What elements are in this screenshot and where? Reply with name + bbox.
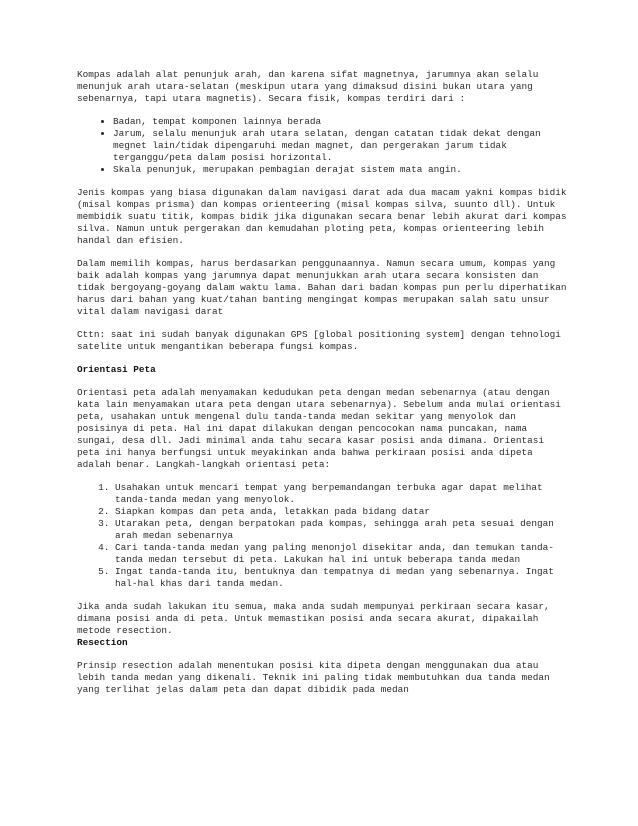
document-page <box>77 69 567 707</box>
orientation-paragraph: Orientasi peta adalah menyamakan kedudukan peta dengan medan sebenarnya (atau dengan kata lain menyamakan utara peta dengan utara sebenarnya). Sebelum anda mulai orientasi peta, usahakan untuk mengenal dulu tanda-tanda medan sekitar yang menyolok dan posisinya di peta. Hal ini dapat dilakukan dengan pencocokan nama puncakan, nama sungai, desa dll. Jadi minimal anda tahu secara kasar posisi anda dimana. Orientasi peta ini hanya berfungsi untuk meyakinkan anda bahwa perkiraan posisi anda dipeta adalah benar. Langkah-langkah orientasi peta: <box>77 387 561 470</box>
list-item: 4. Cari tanda-tanda medan yang paling menonjol disekitar anda, dan temukan tanda-tanda medan tersebut di peta. Lakukan hal ini untuk beberapa tanda medan <box>115 542 567 566</box>
choosing-compass-paragraph: Dalam memilih kompas, harus berdasarkan penggunaannya. Namun secara umum, kompas yang baik adalah kompas yang jarumnya dapat menunjukkan arah utara secara konsisten dan tidak bergoyang-goyang dalam waktu lama. Bahan dari badan kompas pun perlu diperhatikan harus dari bahan yang kuat/tahan banting mengingat kompas merupakan salah satu unsur vital dalam navigasi darat <box>77 258 567 317</box>
heading-resection: Resection <box>77 637 128 648</box>
heading-orientasi-peta: Orientasi Peta <box>77 364 156 375</box>
orientation-steps-list <box>77 482 567 590</box>
resection-paragraph: Prinsip resection adalah menentukan posisi kita dipeta dengan menggunakan dua atau lebih tanda medan yang dikenali. Teknik ini paling tidak membutuhkan dua tanda medan yang terlihat jelas dalam peta dan dapat dibidik pada medan <box>77 660 550 695</box>
list-item: • Jarum, selalu menunjuk arah utara selatan, dengan catatan tidak dekat dengan megnet lain/tidak dipengaruhi medan magnet, dan pergerakan jarum tidak terganggu/peta dalam posisi horizontal. <box>113 128 567 164</box>
gps-note-paragraph: Cttn: saat ini sudah banyak digunakan GPS [global positioning system] dengan tehnologi satelite untuk mengantikan beberapa fungsi kompas. <box>77 329 561 352</box>
compass-types-paragraph: Jenis kompas yang biasa digunakan dalam navigasi darat ada dua macam yakni kompas bidik (misal kompas prisma) dan kompas orienteering (misal kompas silva, suunto dll). Untuk membidik suatu titik, kompas bidik jika digunakan secara benar lebih akurat dari kompas silva. Namun untuk pergerakan dan kemudahan ploting peta, kompas orienteering lebih handal dan efisien. <box>77 187 567 246</box>
list-item: 1. Usahakan untuk mencari tempat yang berpemandangan terbuka agar dapat melihat tanda-tanda medan yang menyolok. <box>115 482 567 506</box>
compass-parts-list <box>77 116 567 176</box>
intro-paragraph: Kompas adalah alat penunjuk arah, dan karena sifat magnetnya, jarumnya akan selalu menunjuk arah utara-selatan (meskipun utara yang dimaksud disini bukan utara yang sebenarnya, tapi utara magnetis). Secara fisik, kompas terdiri dari : <box>77 69 539 104</box>
list-item: 3. Utarakan peta, dengan berpatokan pada kompas, sehingga arah peta sesuai dengan arah medan sebenarnya <box>115 518 567 542</box>
list-item: • Badan, tempat komponen lainnya berada <box>113 116 567 128</box>
list-item: 2. Siapkan kompas dan peta anda, letakkan pada bidang datar <box>115 506 567 518</box>
list-item: 5. Ingat tanda-tanda itu, bentuknya dan tempatnya di medan yang sebenarnya. Ingat hal-hal khas dari tanda medan. <box>115 566 567 590</box>
after-orientation-paragraph: Jika anda sudah lakukan itu semua, maka anda sudah mempunyai perkiraan secara kasar, dimana posisi anda di peta. Untuk memastikan posisi anda secara akurat, dipakailah metode resection. <box>77 601 550 636</box>
list-item: • Skala penunjuk, merupakan pembagian derajat sistem mata angin. <box>113 164 567 176</box>
